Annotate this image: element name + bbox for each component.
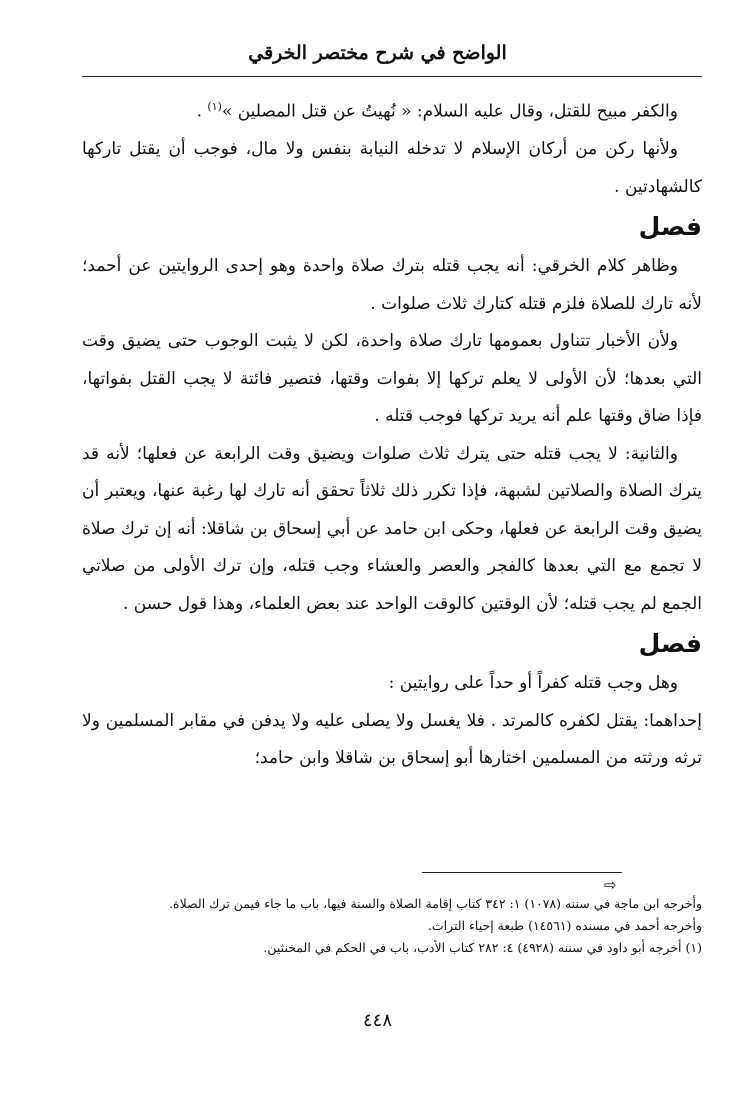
paragraph: والثانية: لا يجب قتله حتى يترك ثلاث صلوات ويضيق وقت الرابعة عن فعلها؛ لأنه قد يترك الصلاة والصلاتين لشبهة، فإذا تكرر ذلك ثلاثاً تحقق أنه تارك لها رغبة عنها، ويعتبر أن يضيق وقت الرابعة عن فعلها، وحكى ابن حامد عن أبي إسحاق بن شاقلا: أنه إن ترك صلاة لا تجمع مع التي بعدها كالفجر والعصر والعشاء وجب قتله، وإن ترك الأولى من صلاتي الجمع لم يجب قتله؛ لأن الوقتين كالوقت الواحد عند بعض العلماء، وهذا قول حسن . xyxy=(82,443,702,614)
footnote-reference: (١) xyxy=(207,100,222,113)
header-rule xyxy=(82,76,702,77)
paragraph-text: والكفر مبيح للقتل، وقال عليه السلام: « نُهيتُ عن قتل المصلين » xyxy=(221,101,678,122)
footnote: وأخرجه ابن ماجة في سننه (١٠٧٨) ١: ٣٤٢ كتاب إقامة الصلاة والسنة فيها، باب ما جاء فيمن ترك الصلاة. xyxy=(169,896,702,911)
footnote: وأخرجه أحمد في مسنده (١٤٥٦١) طبعة إحياء التراث. xyxy=(427,918,702,933)
paragraph: ولأنها ركن من أركان الإسلام لا تدخله النيابة بنفس ولا مال، فوجب أن يقتل تاركها كالشهادتين . xyxy=(82,139,702,197)
paragraph: وظاهر كلام الخرقي: أنه يجب قتله بترك صلاة واحدة وهو إحدى الروايتين عن أحمد؛ لأنه تارك للصلاة فلزم قتله كتارك ثلاث صلوات . xyxy=(82,256,702,314)
section-heading: فصل xyxy=(638,629,702,659)
section-heading: فصل xyxy=(638,212,702,242)
paragraph: وهل وجب قتله كفراً أو حداً على روايتين : xyxy=(388,673,678,694)
page-number: ٤٤٨ xyxy=(362,1010,392,1031)
footnote: (١) أخرجه أبو داود في سننه (٤٩٢٨) ٤: ٢٨٢ كتاب الأدب، باب في الحكم في المخنثين. xyxy=(263,940,702,955)
main-text xyxy=(82,88,702,778)
paragraph: إحداهما: يقتل لكفره كالمرتد . فلا يغسل ولا يصلى عليه ولا يدفن في مقابر المسلمين ولا ترثه ورثته من المسلمين اختارها أبو إسحاق بن شاقلا وابن حامد؛ xyxy=(82,710,702,769)
running-header: الواضح في شرح مختصر الخرقي xyxy=(248,42,507,64)
paragraph: ولأن الأخبار تتناول بعمومها تارك صلاة واحدة، لكن لا يثبت الوجوب حتى يضيق وقت التي بعدها؛ لأن الأولى لا يعلم تركها إلا بفوات وقتها، فتصير فائتة لا يجب القتل بفواتها، فإذا ضاق وقتها علم أنه يريد تركها فوجب قتله . xyxy=(82,331,702,427)
footnotes xyxy=(82,893,702,959)
continuation-arrow-icon: ⇨ xyxy=(604,876,617,894)
footnote-rule xyxy=(422,872,622,873)
paragraph: والكفر مبيح للقتل، وقال عليه السلام: « نُهيتُ عن قتل المصلين »$^{(١)}$ . xyxy=(196,100,678,122)
